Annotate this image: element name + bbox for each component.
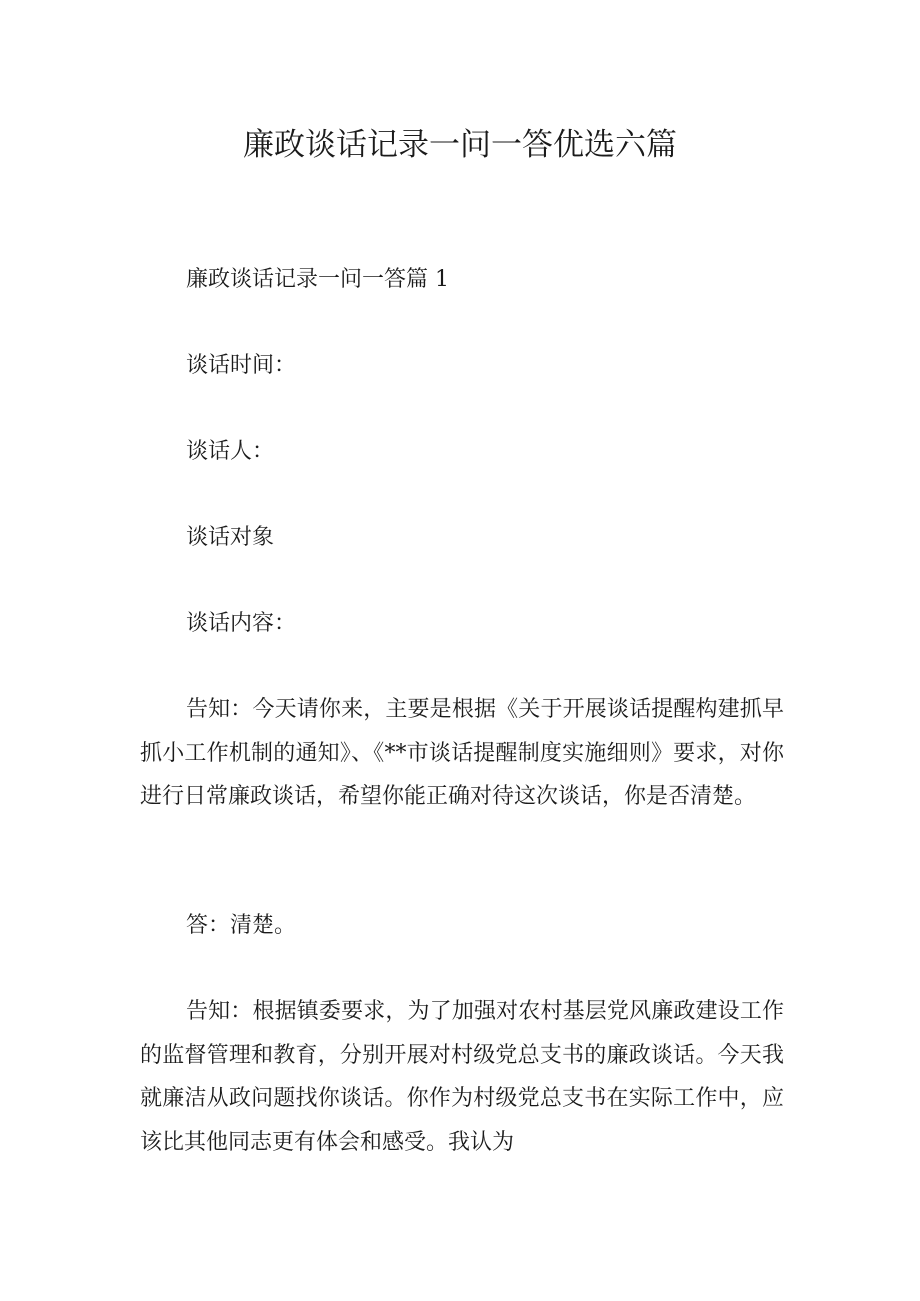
paragraph-answer-1: 答：清楚。 <box>186 913 297 938</box>
section-heading: 廉政谈话记录一问一答篇 1 <box>186 267 449 292</box>
talk-subject-label: 谈话对象 <box>186 525 275 550</box>
talk-speaker-label: 谈话人： <box>186 439 275 464</box>
paragraph-notice-1: 告知：今天请你来，主要是根据《关于开展谈话提醒构建抓早抓小工作机制的通知》、《**市谈话提醒制度实施细则》要求，对你进行日常廉政谈话，希望你能正确对待这次谈话，你是否清楚。 <box>140 697 784 809</box>
document-title: 廉政谈话记录一问一答优选六篇 <box>243 127 677 163</box>
talk-content-label: 谈话内容： <box>186 611 297 636</box>
paragraph-notice-2: 告知：根据镇委要求，为了加强对农村基层党风廉政建设工作的监督管理和教育，分别开展对村级党总支书的廉政谈话。今天我就廉洁从政问题找你谈话。你作为村级党总支书在实际工作中，应该比其他同志更有体会和感受。我认为 <box>140 999 784 1155</box>
talk-time-label: 谈话时间： <box>186 353 297 378</box>
